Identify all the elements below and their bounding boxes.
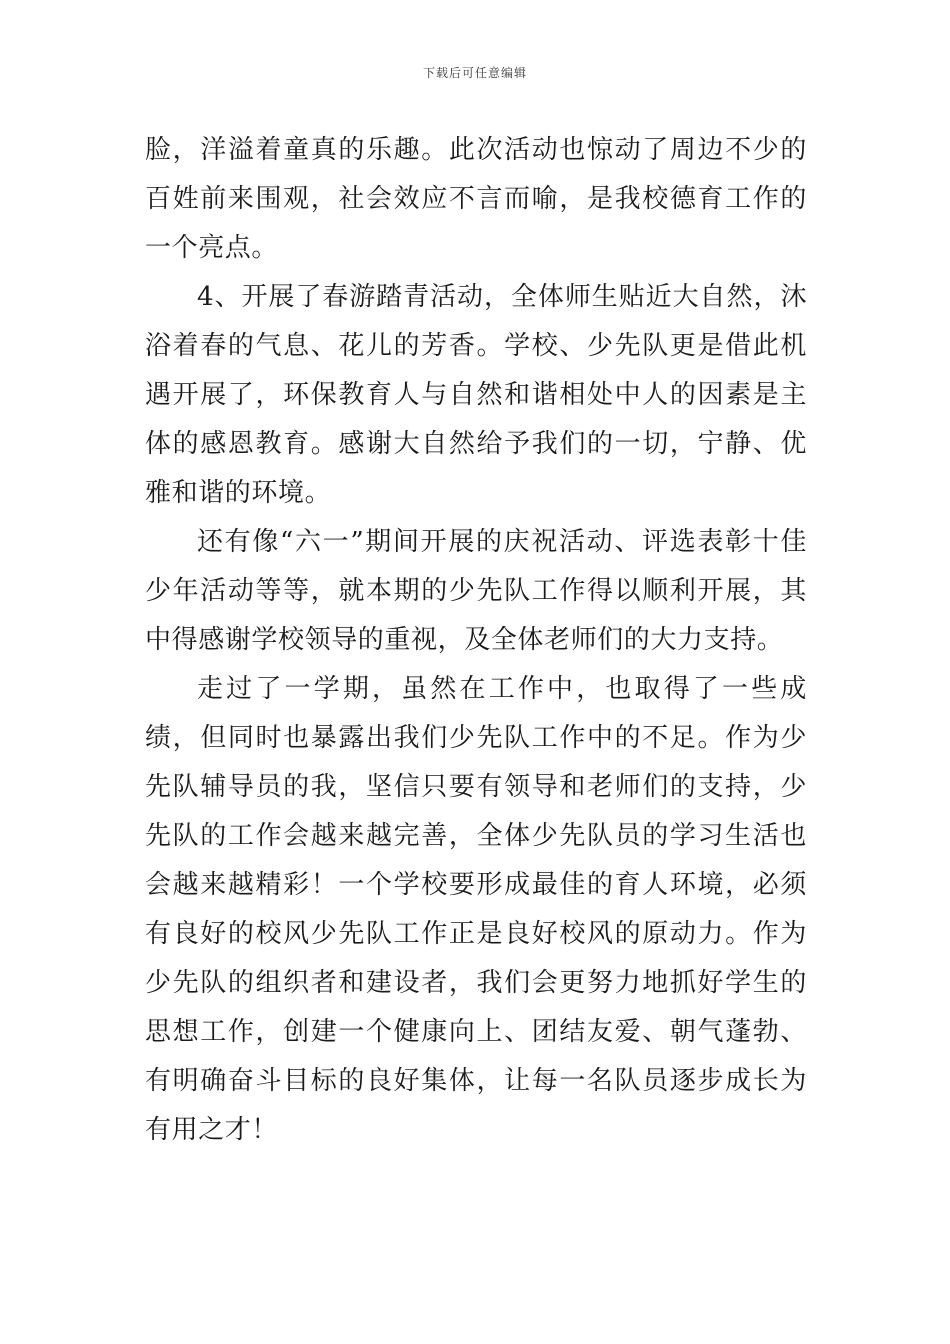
paragraph-children-day: 还有像“六一”期间开展的庆祝活动、评选表彰十佳少年活动等等，就本期的少先队工作得以顺利开展，其中得感谢学校领导的重视，及全体老师们的大力支持。 bbox=[145, 527, 807, 655]
paragraph-spring-outing: 4、开展了春游踏青活动，全体师生贴近大自然，沐浴着春的气息、花儿的芳香。学校、少先队更是借此机遇开展了，环保教育人与自然和谐相处中人的因素是主体的感恩教育。感谢大自然给予我们的一切，宁静、优雅和谐的环境。 bbox=[145, 282, 807, 508]
paragraph-summary: 走过了一学期，虽然在工作中，也取得了一些成绩，但同时也暴露出我们少先队工作中的不足。作为少先队辅导员的我，坚信只要有领导和老师们的支持，少先队的工作会越来越完善，全体少先队员的学习生活也会越来越精彩！一个学校要形成最佳的育人环境，必须有良好的校风少先队工作正是良好校风的原动力。作为少先队的组织者和建设者，我们会更努力地抓好学生的思想工作，创建一个健康向上、团结友爱、朝气蓬勃、有明确奋斗目标的良好集体，让每一名队员逐步成长为有用之才！ bbox=[145, 674, 807, 1145]
document-body bbox=[145, 126, 807, 1155]
header-note: 下载后可任意编辑 bbox=[422, 66, 527, 80]
paragraph-continuation: 脸，洋溢着童真的乐趣。此次活动也惊动了周边不少的百姓前来围观，社会效应不言而喻，是我校德育工作的一个亮点。 bbox=[145, 135, 807, 263]
